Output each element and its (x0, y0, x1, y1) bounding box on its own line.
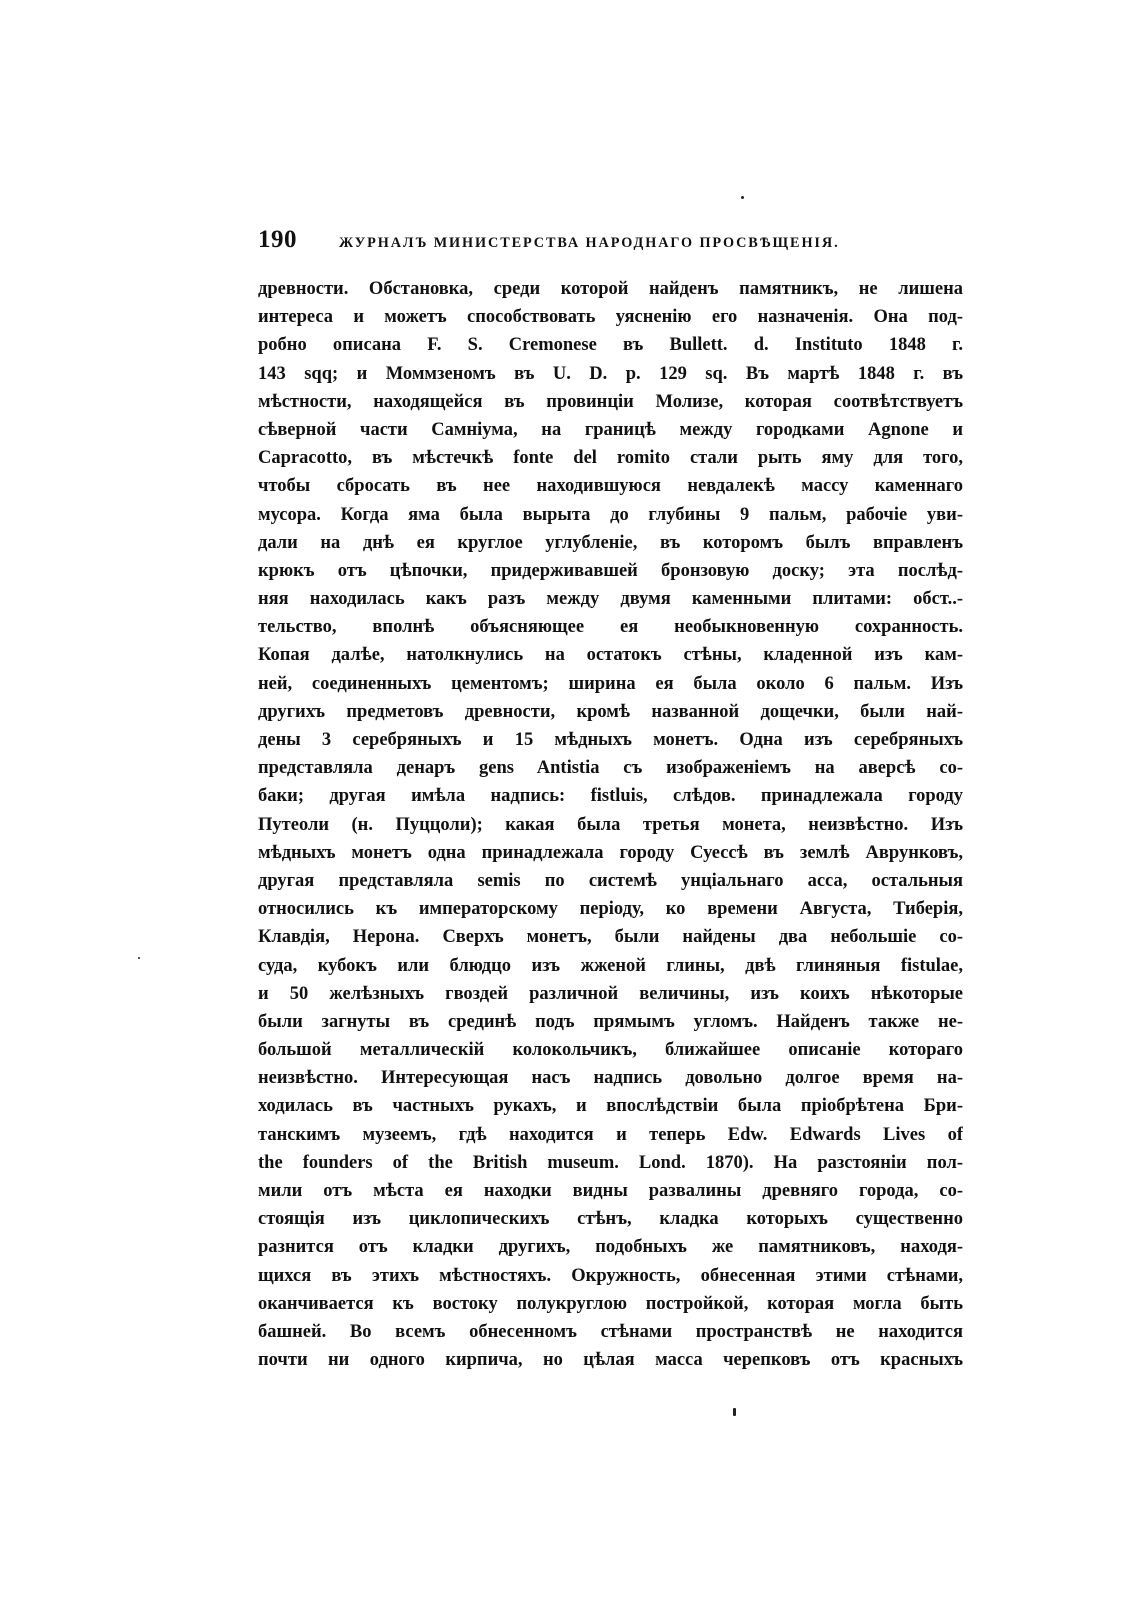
text-line: разнится отъ кладки другихъ, подобныхъ же памятниковъ, находя- (258, 1237, 963, 1258)
scan-speck (741, 196, 744, 199)
text-line: мили отъ мѣста ея находки видны развалины древняго города, со- (258, 1181, 963, 1201)
page-header (258, 226, 978, 260)
text-line: оканчивается къ востоку полукруглою постройкой, которая могла быть (258, 1293, 963, 1314)
text-line: крюкъ отъ цѣпочки, придерживавшей бронзовую доску; эта послѣд- (258, 560, 963, 581)
text-line: были загнуты въ срединѣ подъ прямымъ угломъ. Найденъ также не- (258, 1011, 963, 1032)
text-line: Capracotto, въ мѣстечкѣ fonte del romito стали рыть яму для того, (258, 448, 963, 469)
text-line: мѣдныхъ монетъ одна принадлежала городу Суессѣ въ землѣ Аврунковъ, (258, 842, 963, 863)
page-number: 190 (258, 226, 297, 253)
text-line: ходилась въ частныхъ рукахъ, и впослѣдствіи была пріобрѣтена Бри- (258, 1096, 963, 1117)
text-line: тельство, вполнѣ объясняющее ея необыкновенную сохранность. (258, 617, 963, 638)
scan-speck (138, 957, 140, 959)
text-line: дали на днѣ ея круглое углубленіе, въ которомъ былъ вправленъ (258, 532, 963, 553)
text-line: Путеоли (н. Пуццоли); какая была третья монета, неизвѣстно. Изъ (258, 814, 963, 835)
text-line: неизвѣстно. Интересующая насъ надпись довольно долгое время на- (258, 1068, 963, 1089)
text-line: Копая далѣе, натолкнулись на остатокъ стѣны, кладенной изъ кам- (258, 645, 963, 666)
text-line: мусора. Когда яма была вырыта до глубины 9 пальм, рабочіе уви- (258, 504, 963, 525)
text-line: почти ни одного кирпича, но цѣлая масса черепковъ отъ красныхъ (258, 1350, 963, 1371)
text-line: щихся въ этихъ мѣстностяхъ. Окружность, обнесенная этими стѣнами, (258, 1265, 963, 1286)
text-line: робно описана F. S. Cremonese въ Bullett. d. Instituto 1848 г. (258, 335, 963, 356)
text-line: ней, соединенныхъ цементомъ; ширина ея была около 6 пальм. Изъ (258, 673, 963, 694)
text-line: башней. Во всемъ обнесенномъ стѣнами пространствѣ не находится (258, 1321, 963, 1342)
text-line: танскимъ музеемъ, гдѣ находится и теперь Edw. Edwards Lives of (258, 1124, 963, 1145)
text-line: Клавдія, Нерона. Сверхъ монетъ, были найдены два небольшіе со- (258, 927, 963, 948)
text-line: другихъ предметовъ древности, кромѣ названной дощечки, были най- (258, 701, 963, 722)
text-line: относились къ императорскому періоду, ко времени Августа, Тиберія, (258, 899, 963, 920)
body-text (258, 275, 963, 1374)
text-line: 143 sqq; и Моммзеномъ въ U. D. p. 129 sq. Въ мартѣ 1848 г. въ (258, 363, 963, 384)
text-line: няя находилась какъ разъ между двумя каменными плитами: обст..- (258, 589, 963, 610)
text-line: баки; другая имѣла надпись: fistluis, слѣдов. принадлежала городу (258, 786, 963, 807)
text-line: the founders of the British museum. Lond. 1870). На разстояніи пол- (258, 1152, 963, 1173)
text-line: древности. Обстановка, среди которой найденъ памятникъ, не лишена (258, 279, 963, 299)
text-line: сѣверной части Самніума, на границѣ между городками Agnone и (258, 419, 963, 440)
text-line: стоящія изъ циклопическихъ стѣнъ, кладка которыхъ существенно (258, 1209, 963, 1230)
text-line: мѣстности, находящейся въ провинціи Молизе, которая соотвѣтствуетъ (258, 391, 963, 412)
text-line: большой металлическій колокольчикъ, ближайшее описаніе котораго (258, 1040, 963, 1061)
text-line: дены 3 серебряныхъ и 15 мѣдныхъ монетъ. Одна изъ серебряныхъ (258, 730, 963, 750)
text-line: и 50 желѣзныхъ гвоздей различной величины, изъ коихъ нѣкоторые (258, 983, 963, 1004)
text-line: суда, кубокъ или блюдцо изъ жженой глины, двѣ глиняныя fistulae, (258, 955, 963, 976)
running-title: ЖУРНАЛЪ МИНИСТЕРСТВА НАРОДНАГО ПРОСВѢЩЕНІЯ. (339, 235, 840, 251)
scan-speck (733, 1408, 736, 1416)
text-line: чтобы сбросать въ нее находившуюся невдалекѣ массу каменнаго (258, 476, 963, 497)
text-line: интереса и можетъ способствовать уясненію его назначенія. Она под- (258, 307, 963, 328)
text-line: представляла денаръ gens Antistia съ изображеніемъ на аверсѣ со- (258, 758, 963, 779)
text-line: другая представляла semis по системѣ унціальнаго асса, остальныя (258, 870, 963, 891)
